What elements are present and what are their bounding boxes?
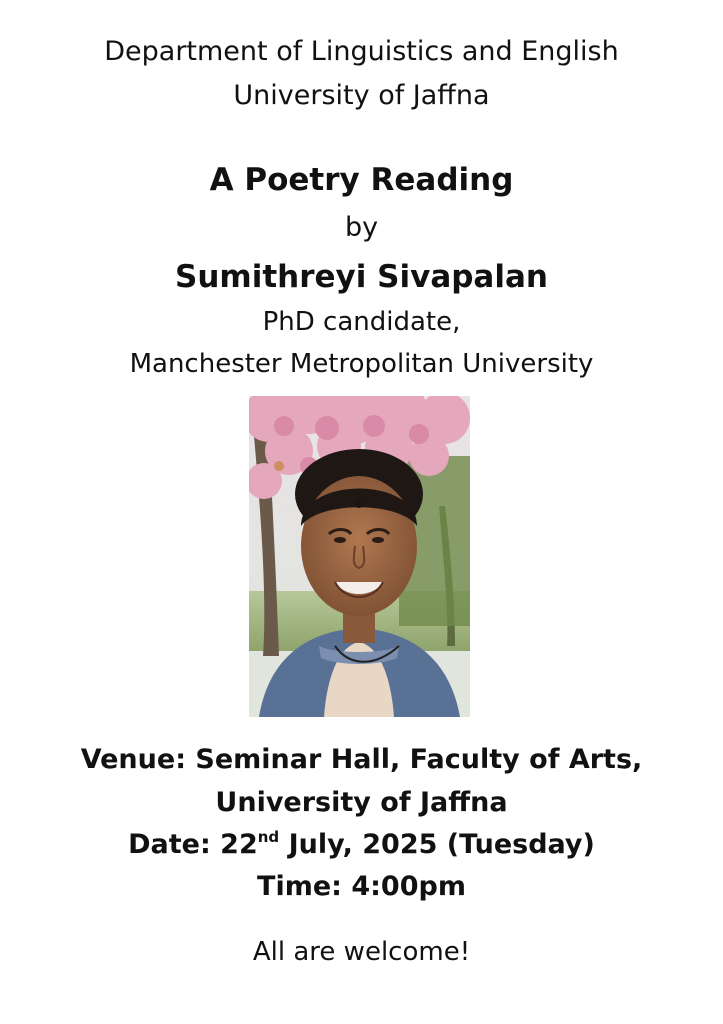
department-name: Department of Linguistics and English [104, 36, 619, 67]
welcome-message: All are welcome! [252, 937, 471, 967]
speaker-name: Sumithreyi Sivapalan [175, 259, 548, 295]
date-prefix: Date: 22 [128, 829, 258, 860]
event-title: A Poetry Reading [209, 162, 514, 198]
speaker-institution: Manchester Metropolitan University [129, 349, 594, 379]
by-text: by [344, 212, 379, 243]
event-time: Time: 4:00pm [257, 871, 466, 902]
event-date [0, 828, 723, 860]
venue-line-1: Venue: Seminar Hall, Faculty of Arts, [80, 744, 643, 775]
date-ordinal-suffix: nd [257, 828, 280, 846]
date-rest: July, 2025 (Tuesday) [279, 829, 595, 860]
venue-line-2: University of Jaffna [215, 787, 508, 818]
speaker-role: PhD candidate, [262, 307, 461, 337]
university-name: University of Jaffna [233, 80, 490, 111]
speaker-photo [249, 396, 470, 717]
